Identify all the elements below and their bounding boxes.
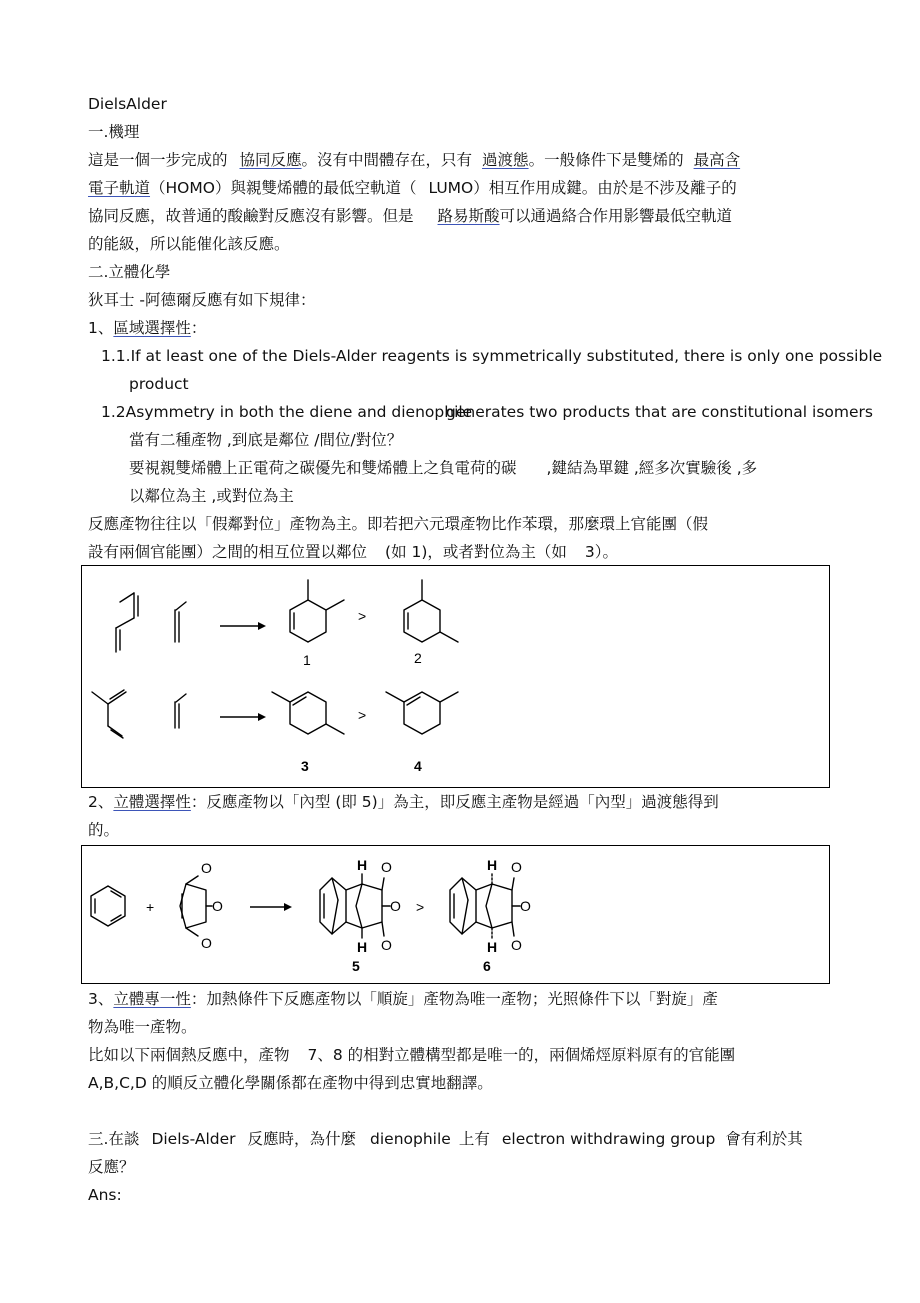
rule1-2-question: 當有二種產物 ,到底是鄰位 /間位/對位？ (129, 431, 403, 449)
oxygen-label: O (201, 935, 212, 951)
rule1 (88, 318, 206, 338)
sec1-line4: 的能級，所以能催化該反應。 (88, 235, 290, 253)
product-1-structure (290, 580, 344, 642)
text: ,鍵結為單鍵 ,經多次實驗後 ,多 (546, 459, 758, 477)
sec1-line1 (88, 150, 740, 170)
hydrogen-label: H (487, 939, 498, 955)
rule2-cont: 的。 (88, 821, 120, 839)
oxygen-label: O (201, 860, 212, 876)
link-homo-a[interactable]: 最高含 (693, 151, 741, 169)
oxygen-label: O (381, 937, 392, 953)
product-5-structure (320, 874, 390, 938)
text: LUMO）相互作用成鍵。由於是不涉及離子的 (428, 179, 737, 197)
section3-question-cont: 反應？ (88, 1158, 135, 1176)
text: 。一般條件下是雙烯的 (528, 151, 684, 169)
rule1-1-line1: 1.1.If at least one of the Diels-Alder reagents is symmetrically substituted, there is only one possible (101, 347, 883, 365)
reaction-arrow-3 (250, 903, 292, 911)
link-regioselectivity[interactable]: 區域選擇性 (113, 319, 191, 337)
reaction-arrow-2 (220, 713, 266, 721)
compound-label-3: 3 (301, 758, 309, 774)
compound-label-1: 1 (303, 652, 311, 668)
text: （HOMO）與親雙烯體的最低空軌道（ (150, 179, 417, 197)
text: dienophile (370, 1130, 451, 1148)
dienophile-1 (175, 602, 186, 642)
sec2-para-c (88, 1045, 735, 1065)
text: ：反應產物以「內型 (即 5)」為主，即反應主產物是經過「內型」過渡態得到 (190, 793, 719, 811)
rule1-2-line3 (129, 458, 757, 478)
text: 7、8 的相對立體構型都是唯一的，兩個烯烴原料原有的官能團 (307, 1046, 736, 1064)
section3-question (88, 1129, 803, 1149)
product-6-structure (450, 874, 520, 938)
rule1-2-line1: 1.2Asymmetry in both the diene and dienophile (101, 403, 473, 421)
link-lewis-acid[interactable]: 路易斯酸 (437, 207, 500, 225)
rule1-2-line4: 以鄰位為主 ,或對位為主 (129, 487, 294, 505)
rule-number: 3、 (88, 990, 114, 1008)
cyclohexadiene (91, 886, 125, 926)
link-transition-state[interactable]: 過渡態 (482, 151, 529, 169)
sec2-intro: 狄耳士 -阿德爾反應有如下規律： (88, 291, 316, 309)
rule-number: 2、 (88, 793, 114, 811)
figure-regioselectivity (81, 565, 830, 788)
sec1-line3 (88, 206, 732, 226)
link-concerted-reaction[interactable]: 協同反應 (239, 151, 302, 169)
greater-than-1: > (358, 608, 367, 624)
link-stereoselectivity[interactable]: 立體選擇性 (113, 793, 191, 811)
text: 協同反應，故普通的酸鹼對反應沒有影響。但是 (88, 207, 414, 225)
text: ：加熱條件下反應產物以「順旋」產物為唯一產物；光照條件下以「對旋」產 (190, 990, 718, 1008)
text: 。沒有中間體存在，只有 (301, 151, 473, 169)
greater-than-2: > (358, 707, 367, 723)
text: 要視親雙烯體上正電荷之碳優先和雙烯體上之負電荷的碳 (129, 459, 517, 477)
text: 反應時，為什麼 (247, 1130, 357, 1148)
rule-number: 1、 (88, 319, 114, 337)
product-2-structure (404, 580, 458, 642)
sec1-line2 (88, 178, 737, 198)
text: 上有 (458, 1130, 490, 1148)
text: 設有兩個官能團）之間的相互位置以鄰位 (88, 543, 368, 561)
sec2-para-b (88, 542, 618, 562)
oxygen-label: O (381, 859, 392, 875)
compound-label-4: 4 (414, 758, 422, 774)
answer-label: Ans: (88, 1186, 122, 1204)
sec2-para-d: A,B,C,D 的順反立體化學關係都在產物中得到忠實地翻譯。 (88, 1074, 493, 1092)
figure2-svg (82, 846, 829, 983)
rule1-1-line2: product (129, 375, 189, 393)
compound-label-5: 5 (352, 958, 360, 974)
text: ： (190, 319, 207, 337)
oxygen-label: O (511, 859, 522, 875)
rule1-2-line1b: generates two products that are constitutional isomers (446, 403, 873, 421)
rule3 (88, 989, 718, 1009)
rule3-cont: 物為唯一產物。 (88, 1018, 197, 1036)
text: (如 1)，或者對位為主（如 (385, 543, 567, 561)
reaction-arrow-1 (220, 622, 266, 630)
text: 三.在談 (88, 1130, 140, 1148)
link-homo-b[interactable]: 電子軌道 (88, 179, 151, 197)
compound-label-6: 6 (483, 958, 491, 974)
plus-sign: + (146, 899, 155, 915)
oxygen-label: O (520, 898, 531, 914)
oxygen-label: O (511, 937, 522, 953)
hydrogen-label: H (357, 857, 368, 873)
link-stereospecificity[interactable]: 立體專一性 (113, 990, 191, 1008)
text: electron withdrawing group (501, 1130, 716, 1148)
diene-1 (116, 593, 138, 652)
text: 會有利於其 (725, 1130, 803, 1148)
document-title: DielsAlder (88, 95, 167, 113)
sec2-para-a: 反應產物往往以「假鄰對位」產物為主。即若把六元環產物比作苯環，那麼環上官能團（假 (88, 515, 709, 533)
oxygen-label: O (390, 898, 401, 914)
diene-2 (92, 690, 126, 738)
section2-heading: 二.立體化學 (88, 263, 171, 281)
text: Diels-Alder (151, 1130, 236, 1148)
product-4-structure (386, 692, 458, 734)
text: 這是一個一步完成的 (88, 151, 228, 169)
compound-label-2: 2 (414, 650, 422, 666)
hydrogen-label: H (487, 857, 498, 873)
figure-endo-selectivity (81, 845, 830, 984)
text: 比如以下兩個熱反應中，產物 (88, 1046, 290, 1064)
greater-than-3: > (416, 899, 425, 915)
oxygen-label: O (212, 898, 223, 914)
product-3-structure (272, 692, 344, 734)
dienophile-2 (175, 694, 186, 728)
hydrogen-label: H (357, 939, 368, 955)
section1-heading: 一.機理 (88, 123, 140, 141)
text: 3）。 (584, 543, 619, 561)
text: 可以通過絡合作用影響最低空軌道 (499, 207, 733, 225)
figure1-svg (82, 566, 829, 787)
maleic-anhydride (180, 876, 212, 936)
rule2 (88, 792, 719, 812)
